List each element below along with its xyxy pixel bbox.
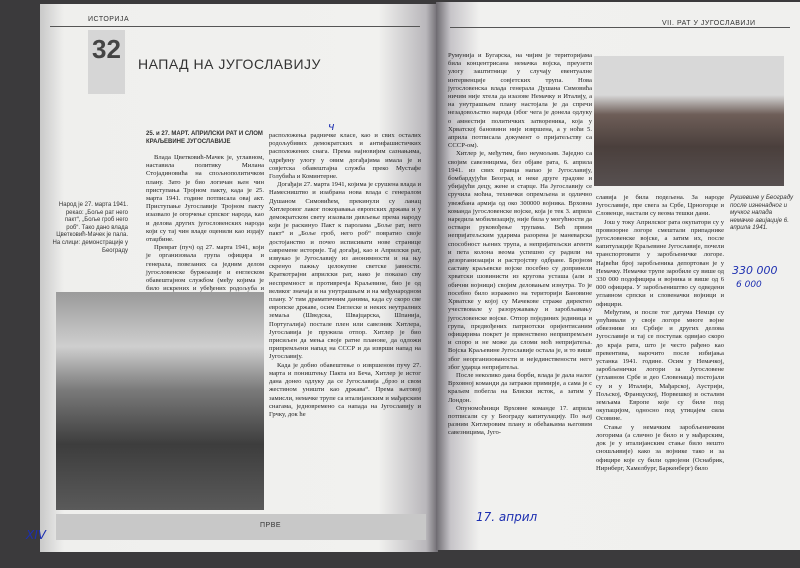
paragraph: Влада Цветковић-Мачек је, углавном, наставила политику Милана Стојадиновића на спољнополитичком плану. Зато је био логичан њен чин приступања Тројном пакту, када је 25. марта 1941. године потписала овај акт. Приступање Југославије Тројном пакту изазвало је огорчење српског народа, као и делова других југословенских народа који су тај чин владе оценили као издају отаџбине. xyxy=(146,154,264,244)
footer-label: ПРВЕ xyxy=(260,522,282,529)
paragraph: Румунија и Бугарска, на чијим је територијама била концентрисана немачка војска, преузети улогу заштитнице у случају евентуалне интервенције совјетских трупа. Нова југословенска влада генерала Душана Симовића ничим није хтела да изазове Немачку и Италију, а на унутрашњем плану настојала је да спречи незадовољство народа (због чега је донела одлуку о амнестији политичких затвореника, која у Хрватској бановини није извршена, а у ноћи 5. априла потписала документ о пријатељству са СССР-ом). xyxy=(448,52,592,150)
handwritten-margin-note: XIV xyxy=(26,528,46,542)
running-header: ИСТОРИЈА xyxy=(88,16,130,23)
photo-caption: Рушевине у Београду после изненадног и мучког напада немачке авијације 6. априла 1941. xyxy=(730,194,794,232)
text-column-2 xyxy=(596,194,724,496)
paragraph: Међутим, и после тог датума Немци су упућивали у своје логоре многе војне обвезнике из Србије и других делова Југославије и тај се поступак одвијао скоро до краја рата, што је често рађено као превентива, нарочито после избијања устанка 1941. године. Осим у Немачкој, заробљенички логори за Југословене (углавном Србе и део Словенаца) постојали су и у Италији, Мађарској, Аустрији, Пољској, Француској, Норвешкој и осталим земљама Европе које су биле под окупацијом, односно под утицајем сила Осовине. xyxy=(596,308,724,423)
paragraph: После неколико дана борби, влада је дала налог Врховној команди да затражи примирје, а сама је с краљем побегла на Блиски исток, а затим у Лондон. xyxy=(448,371,592,404)
paragraph: Када је добио обавештење о извршеном пучу 27. марта и поништењу Пакта из Беча, Хитлер је истог дана донео одлуку да се Југославија „брзо и свом жестином уништи као држава“. Према његовој замисли, немачке трупе са италијанским и мађарским снагама, једновремено са напада на Југославију и Грчку, док ће xyxy=(269,361,421,418)
handwritten-letter: ч xyxy=(328,120,335,133)
paragraph: расположења радничке класе, као и свих осталих родољубивих демократских и антифашистичких расположених снага. Према најновијим сазнањима, одређену улогу у овим догађајима имала је и совјетска обавештајна служба преко Мустафе Голубића и Коминтерне. xyxy=(269,132,421,181)
text-column-2 xyxy=(269,132,421,510)
running-header: VII. РАТ У ЈУГОСЛАВИЈИ xyxy=(662,20,756,27)
text-column-1 xyxy=(146,154,264,292)
handwritten-number: 330 000 xyxy=(732,264,778,277)
header-rule xyxy=(450,27,790,28)
text-column-1 xyxy=(448,52,592,496)
paragraph: Стање у немачким заробљеничким логорима (а слично је било и у мађарским, док је у италијанским стање било нешто сношљивије) како за војнике тако и за официре које су били одвојени (Оснабрик, Нирнберг, Хамелбург, Баркенберг) било xyxy=(596,423,724,472)
header-rule xyxy=(50,26,420,27)
paragraph: Хитлер је, међутим, био неумољив. Заједно са својим савезницима, без објаве рата, 6. априла 1941. из свих правца напао је Југославију, бомбардујући Београд и неке друге градове и убијајући децу, жене и старце. На Југославију се сручила моћна, технички опремљена и одлично увежбана армија од око 300000 војника. Врховна команда југословенске војске, која је тек 3. априла наредила мобилизацију, није била у могућности да оствари руковођење трупама. Већ првим непријатељским ударима разорена је маневарска способност њених трупа, а непријатељски агенти и пета колона веома успешно су радили на дезорганизацији и растројству одбране. Бројном саставу краљевске војске посебно су допринели хрватски шовинисти из кругова усташа (али и обични војници) својим деловањем изнутра. То је посебно било изражено на територији Бановине Хрватске у којој су Мачекове страже директно учествовале у разоружавању и заробљавању југословенске војске. Отпор појединих јединица и група, предвођених патриотски оријентисаним официрима покрет је првенствено неприпремљен и споро и не може да сломи моћ непријатеља. Војска Краљевине Југославије остала је, и то више због неорганизованости и нејединствености него због ударца непријатеља. xyxy=(448,150,592,371)
demonstration-photo xyxy=(56,292,264,510)
paragraph: Преврат (пуч) од 27. марта 1941, који је организовала група официра и генерала, повезаних са једним делом југословенске буржоазије и енглеском обавештајном службом (међу којима је било искрених и убеђених родољуба и xyxy=(146,244,264,293)
handwritten-date: 17. април xyxy=(476,510,538,524)
right-page xyxy=(436,2,800,550)
sidebar-caption: Народ је 27. марта 1941. рекао: „Боље рат него пакт“, „Боље гроб него роб“. Тако дано влада Цветковић-Мачек је пала. На слици: демонстрације у Београду xyxy=(52,202,128,254)
section-subheading: 25. и 27. МАРТ. АПРИЛСКИ РАТ И СЛОМ КРАЉЕВИНЕ ЈУГОСЛАВИЈЕ xyxy=(146,131,263,145)
paragraph: Опуномоћници Врховне команде 17. априла потписали су у Београду капитулацију. По њој разним Хитлеровим плану и обећањима његовим савезницима, Југо- xyxy=(448,404,592,437)
paragraph: славија је била подељена. За народе Југославије, пре свега за Србе, Црногорце и Словенце, настали су веома тешки дани. xyxy=(596,194,724,218)
left-page xyxy=(40,4,438,552)
paragraph: Још у току Априлског рата окупатори су у провизорне логоре смештали припаднике југословенске војске, а затим их, после капитулације Краљевине Југославије, почели транспортовати у заробљеничке логоре. Највећи број заробљеника депортован је у Немачку. Немачке трупе заробиле су више од 330 000 подофицира и војника и више од 6 000 официра. У заробљеништво су одведени углавном српски и словеначки војници и официри. xyxy=(596,218,724,308)
chapter-title: НАПАД НА ЈУГОСЛАВИЈУ xyxy=(138,56,321,72)
footer-strip xyxy=(56,514,426,540)
chapter-number: 32 xyxy=(88,30,125,94)
handwritten-number: 6 000 xyxy=(736,280,762,290)
ruins-photo xyxy=(594,56,784,186)
paragraph: Догађаји 27. марта 1941, којима је срушена влада и Намесништво и изабрана нова влада с генералом Душаном Симовићем, прекинули су ланац Хитлеровог лаког покоравања европских држава и у демократском свету изазвали дивљење према народу који је раскинуо Пакт к паролама „Боље рат, него пакт“ и „Боље гроб, него роб“ повратио своје достојанство и почео исписивати нове странице савремене историје. Тај догађај, као и Априлски рат, извукао је Југославију из анонимности и на њу скренуо пажњу целокупне светске јавности. Краткотрајни априлски рат, иако је показао сву неспремност и противречја Краљевине, био је од великог значаја и на унутрашњем и на међународном плану. У тим драматичним данима, када су скоро све европске државе, осим Енглеске и неких неутралних земаља (Шведска, Швајцарска, Шпанија, Португалија) постале плен или савезник Хитлера, Југославија је пружила отпор. Хитлер је био присиљен да мења своје ратне планове, да одложи припремљени напад на СССР и да изврши напад на Југославију. xyxy=(269,181,421,361)
